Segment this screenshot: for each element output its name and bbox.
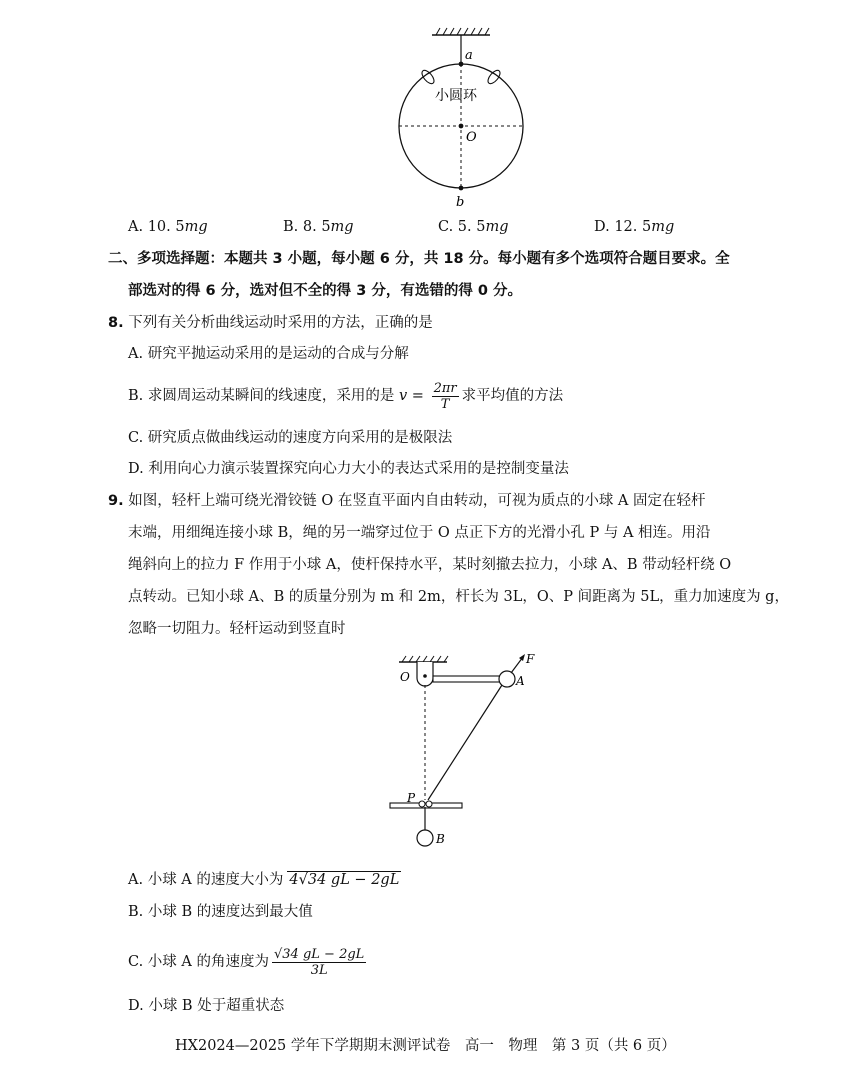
q8-option-d: D. 利用向心力演示装置探究向心力大小的表达式采用的是控制变量法 [128, 461, 569, 477]
q7-option-b: B. 8. 5mg [283, 219, 354, 235]
label-o: O [466, 130, 477, 145]
label-a: a [465, 48, 473, 63]
section2-header-line2: 部选对的得 6 分，选对但不全的得 3 分，有选错的得 0 分。 [128, 283, 523, 299]
formula-sqrt: 4√34 gL − 2gL [289, 872, 400, 888]
q8-option-c: C. 研究质点做曲线运动的速度方向采用的是极限法 [128, 430, 453, 446]
page-footer: HX2024—2025 学年下学期期末测评试卷 高一 物理 第 3 页（共 6 页） [175, 1038, 676, 1054]
q9-stem-line5: 忽略一切阻力。轻杆运动到竖直时 [128, 621, 346, 637]
formula-fraction: $\frac{2\pi r}{T}$ [433, 380, 457, 412]
q9-stem-line1: 9. 如图，轻杆上端可绕光滑铰链 O 在竖直平面内自由转动，可视为质点的小球 A 固定在轻杆 [108, 493, 706, 509]
rod-ball-figure [385, 645, 545, 855]
fig-label-p: P [407, 791, 416, 805]
q9-option-c: C. 小球 A 的角速度为 $\frac{√34 gL - 2gL}{3L}$ [128, 946, 365, 978]
formula-fraction: $\frac{√34 gL - 2gL}{3L}$ [274, 946, 365, 978]
circle-ring-figure [390, 25, 540, 215]
q7-option-d: D. 12. 5mg [594, 219, 675, 235]
q9-option-a: A. 小球 A 的速度大小为 4√34 gL − 2gL [128, 872, 400, 888]
q8-stem: 8. 下列有关分析曲线运动时采用的方法，正确的是 [108, 315, 433, 331]
fig-label-f: F [526, 652, 535, 666]
fig-label-b: B [436, 832, 445, 846]
fig-label-a: A [516, 674, 525, 688]
q9-stem-line2: 末端，用细绳连接小球 B，绳的另一端穿过位于 O 点正下方的光滑小孔 P 与 A 相连。用沿 [128, 525, 711, 541]
q9-option-d: D. 小球 B 处于超重状态 [128, 998, 285, 1014]
q9-option-b: B. 小球 B 的速度达到最大值 [128, 904, 313, 920]
fig-label-o: O [400, 670, 410, 684]
label-ring: 小圆环 [435, 88, 477, 104]
section2-header-line1: 二、多项选择题：本题共 3 小题，每小题 6 分，共 18 分。每小题有多个选项符合题目要求。全 [108, 251, 730, 267]
q7-option-a: A. 10. 5mg [128, 219, 208, 235]
q8-option-b: B. 求圆周运动某瞬间的线速度，采用的是 v = $\frac{2\pi r}{T}$ 求平均值的方法 [128, 380, 564, 412]
q8-option-a: A. 研究平抛运动采用的是运动的合成与分解 [128, 346, 409, 362]
label-b: b [456, 195, 465, 210]
q9-stem-line3: 绳斜向上的拉力 F 作用于小球 A，使杆保持水平，某时刻撤去拉力，小球 A、B 带动轻杆绕 O [128, 557, 732, 573]
q9-stem-line4: 点转动。已知小球 A、B 的质量分别为 m 和 2m，杆长为 3L，O、P 间距离为 5L，重力加速度为 g， [128, 589, 789, 605]
q7-option-c: C. 5. 5mg [438, 219, 509, 235]
